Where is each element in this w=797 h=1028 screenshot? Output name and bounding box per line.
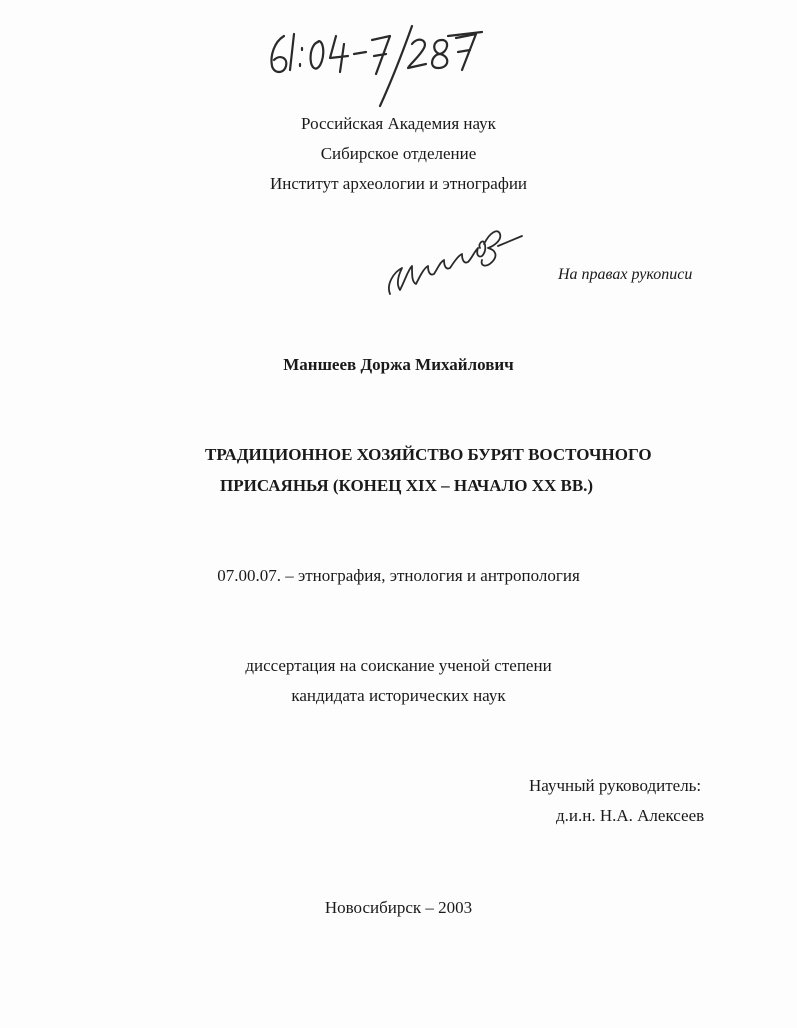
place-year: Новосибирск – 2003 bbox=[324, 898, 473, 917]
supervisor-label: Научный руководитель: bbox=[529, 776, 702, 795]
institute-name: Институт археологии и этнографии bbox=[269, 174, 528, 193]
handwritten-signature bbox=[380, 218, 530, 300]
title-line-2: ПРИСАЯНЬЯ (КОНЕЦ XIX – НАЧАЛО XX ВВ.) bbox=[220, 476, 594, 495]
handwritten-call-number bbox=[262, 14, 492, 114]
degree-line-2: кандидата исторических наук bbox=[291, 686, 506, 705]
specialty-code: 07.00.07. – этнография, этнология и антропология bbox=[217, 566, 580, 585]
branch-name: Сибирское отделение bbox=[320, 144, 477, 163]
supervisor-name: д.и.н. Н.А. Алексеев bbox=[556, 806, 705, 825]
academy-name: Российская Академия наук bbox=[301, 114, 496, 133]
author-name: Маншеев Доржа Михайлович bbox=[283, 355, 514, 374]
title-line-1: ТРАДИЦИОННОЕ ХОЗЯЙСТВО БУРЯТ ВОСТОЧНОГО bbox=[205, 445, 652, 464]
manuscript-note: На правах рукописи bbox=[558, 266, 693, 283]
degree-line-1: диссертация на соискание ученой степени bbox=[245, 656, 552, 675]
